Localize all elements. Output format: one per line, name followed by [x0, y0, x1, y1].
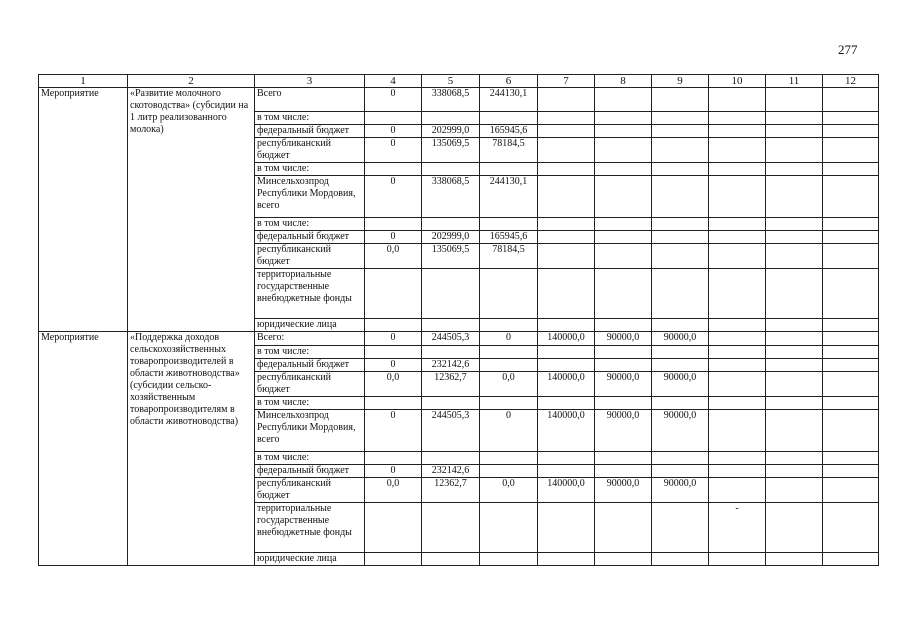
value-cell	[766, 112, 823, 125]
value-cell	[365, 397, 422, 410]
value-cell	[365, 553, 422, 566]
value-cell	[595, 176, 652, 218]
value-cell	[766, 332, 823, 346]
funding-source-cell: федеральный бюджет	[255, 125, 365, 138]
value-cell	[823, 244, 879, 269]
value-cell	[823, 231, 879, 244]
value-cell	[766, 503, 823, 553]
value-cell	[595, 138, 652, 163]
value-cell	[709, 138, 766, 163]
value-cell	[595, 269, 652, 319]
value-cell	[766, 176, 823, 218]
value-cell: 12362,7	[422, 478, 480, 503]
value-cell	[365, 452, 422, 465]
value-cell: 0,0	[480, 372, 538, 397]
funding-source-cell: в том числе:	[255, 397, 365, 410]
value-cell	[595, 244, 652, 269]
column-number: 4	[365, 75, 422, 88]
funding-source-cell: Минсельхозпрод Республики Мордовия, всего	[255, 176, 365, 218]
value-cell	[823, 269, 879, 319]
value-cell	[709, 88, 766, 112]
value-cell	[709, 332, 766, 346]
value-cell: 140000,0	[538, 478, 595, 503]
value-cell	[652, 359, 709, 372]
value-cell	[766, 397, 823, 410]
value-cell: 90000,0	[595, 478, 652, 503]
column-number: 5	[422, 75, 480, 88]
budget-table	[38, 74, 879, 566]
value-cell	[709, 372, 766, 397]
value-cell	[480, 553, 538, 566]
value-cell: 244130,1	[480, 88, 538, 112]
value-cell	[823, 553, 879, 566]
value-cell	[709, 397, 766, 410]
value-cell	[422, 112, 480, 125]
value-cell	[422, 163, 480, 176]
value-cell	[652, 465, 709, 478]
value-cell	[538, 88, 595, 112]
value-cell	[766, 410, 823, 452]
value-cell: 232142,6	[422, 465, 480, 478]
value-cell	[365, 346, 422, 359]
value-cell	[766, 346, 823, 359]
funding-source-cell: Всего:	[255, 332, 365, 346]
value-cell	[422, 503, 480, 553]
column-number: 6	[480, 75, 538, 88]
value-cell	[365, 503, 422, 553]
value-cell: 0	[365, 125, 422, 138]
value-cell	[823, 465, 879, 478]
value-cell	[652, 553, 709, 566]
value-cell	[480, 112, 538, 125]
value-cell: 165945,6	[480, 125, 538, 138]
value-cell	[766, 359, 823, 372]
value-cell	[538, 359, 595, 372]
value-cell	[709, 359, 766, 372]
value-cell	[823, 359, 879, 372]
measure-type-cell: Мероприятие	[39, 88, 128, 332]
value-cell	[595, 319, 652, 332]
value-cell	[365, 269, 422, 319]
value-cell: 135069,5	[422, 138, 480, 163]
value-cell: 135069,5	[422, 244, 480, 269]
value-cell: 0	[365, 138, 422, 163]
value-cell	[709, 269, 766, 319]
value-cell	[766, 138, 823, 163]
funding-source-cell: в том числе:	[255, 452, 365, 465]
value-cell: 78184,5	[480, 244, 538, 269]
value-cell	[823, 410, 879, 452]
value-cell	[652, 244, 709, 269]
value-cell	[480, 269, 538, 319]
value-cell: 0,0	[480, 478, 538, 503]
funding-source-cell: юридические лица	[255, 319, 365, 332]
value-cell	[365, 319, 422, 332]
value-cell	[365, 163, 422, 176]
value-cell: 202999,0	[422, 231, 480, 244]
value-cell: 244130,1	[480, 176, 538, 218]
value-cell: 0	[365, 332, 422, 346]
value-cell: 90000,0	[652, 332, 709, 346]
funding-source-cell: Минсельхозпрод Республики Мордовия, всего	[255, 410, 365, 452]
value-cell	[595, 163, 652, 176]
value-cell	[652, 138, 709, 163]
value-cell	[652, 163, 709, 176]
value-cell	[538, 138, 595, 163]
value-cell	[595, 112, 652, 125]
value-cell: 0	[365, 176, 422, 218]
column-number: 9	[652, 75, 709, 88]
measure-block-livestock	[39, 332, 879, 566]
value-cell: 0,0	[365, 244, 422, 269]
value-cell: 90000,0	[595, 410, 652, 452]
value-cell: 244505,3	[422, 332, 480, 346]
value-cell	[709, 410, 766, 452]
value-cell: 140000,0	[538, 372, 595, 397]
value-cell	[652, 112, 709, 125]
value-cell: 90000,0	[652, 372, 709, 397]
value-cell: 140000,0	[538, 410, 595, 452]
value-cell	[595, 88, 652, 112]
value-cell	[823, 125, 879, 138]
value-cell	[538, 218, 595, 231]
value-cell: 0	[365, 410, 422, 452]
value-cell: 0	[365, 359, 422, 372]
value-cell	[538, 319, 595, 332]
value-cell	[422, 553, 480, 566]
funding-source-cell: территориальные государственные внебюджетные фонды	[255, 269, 365, 319]
value-cell: 90000,0	[652, 478, 709, 503]
value-cell	[709, 231, 766, 244]
value-cell: 0,0	[365, 372, 422, 397]
value-cell	[652, 218, 709, 231]
value-cell: 165945,6	[480, 231, 538, 244]
value-cell	[652, 88, 709, 112]
funding-source-cell: в том числе:	[255, 346, 365, 359]
column-number: 2	[128, 75, 255, 88]
measure-name-cell: «Развитие молочного скотоводства» (субсидии на 1 литр реализованного молока)	[128, 88, 255, 332]
value-cell	[823, 163, 879, 176]
value-cell	[766, 452, 823, 465]
table-row	[39, 332, 879, 346]
value-cell	[766, 319, 823, 332]
value-cell	[652, 176, 709, 218]
column-number: 12	[823, 75, 879, 88]
value-cell: -	[709, 503, 766, 553]
value-cell	[595, 218, 652, 231]
value-cell	[766, 125, 823, 138]
funding-source-cell: республиканский бюджет	[255, 372, 365, 397]
funding-source-cell: Всего	[255, 88, 365, 112]
value-cell	[480, 503, 538, 553]
measure-block-milk	[39, 88, 879, 332]
value-cell: 0,0	[365, 478, 422, 503]
value-cell	[709, 478, 766, 503]
value-cell	[365, 112, 422, 125]
column-number: 8	[595, 75, 652, 88]
value-cell	[652, 452, 709, 465]
value-cell	[709, 112, 766, 125]
column-number: 3	[255, 75, 365, 88]
value-cell	[652, 346, 709, 359]
measure-name-cell: «Поддержка доходов сельскохозяйственных товаропроизводителей в области животноводства» (субсидии сельско-хозяйственным товаропроизводителям в области животноводства)	[128, 332, 255, 566]
value-cell	[652, 269, 709, 319]
column-number-row	[39, 75, 879, 88]
measure-type-cell: Мероприятие	[39, 332, 128, 566]
value-cell	[365, 218, 422, 231]
value-cell	[766, 163, 823, 176]
column-number: 1	[39, 75, 128, 88]
value-cell	[709, 465, 766, 478]
value-cell	[823, 346, 879, 359]
value-cell	[595, 346, 652, 359]
value-cell	[422, 218, 480, 231]
value-cell	[538, 125, 595, 138]
value-cell: 90000,0	[652, 410, 709, 452]
value-cell	[709, 346, 766, 359]
value-cell: 244505,3	[422, 410, 480, 452]
value-cell	[538, 231, 595, 244]
value-cell: 12362,7	[422, 372, 480, 397]
funding-source-cell: в том числе:	[255, 112, 365, 125]
value-cell	[709, 218, 766, 231]
value-cell	[709, 319, 766, 332]
value-cell	[480, 465, 538, 478]
value-cell	[823, 112, 879, 125]
value-cell	[422, 452, 480, 465]
value-cell	[595, 465, 652, 478]
value-cell	[538, 452, 595, 465]
value-cell	[823, 397, 879, 410]
value-cell	[480, 359, 538, 372]
value-cell	[652, 397, 709, 410]
funding-source-cell: в том числе:	[255, 163, 365, 176]
value-cell: 0	[365, 465, 422, 478]
value-cell	[538, 244, 595, 269]
value-cell	[538, 397, 595, 410]
value-cell	[823, 138, 879, 163]
value-cell	[709, 553, 766, 566]
value-cell	[823, 218, 879, 231]
value-cell	[652, 231, 709, 244]
value-cell	[480, 319, 538, 332]
value-cell	[823, 319, 879, 332]
value-cell	[766, 553, 823, 566]
value-cell	[595, 359, 652, 372]
value-cell	[823, 88, 879, 112]
value-cell	[652, 125, 709, 138]
value-cell	[652, 319, 709, 332]
value-cell: 232142,6	[422, 359, 480, 372]
value-cell	[422, 319, 480, 332]
value-cell: 338068,5	[422, 176, 480, 218]
value-cell: 202999,0	[422, 125, 480, 138]
value-cell	[709, 176, 766, 218]
value-cell	[538, 465, 595, 478]
value-cell	[538, 553, 595, 566]
value-cell	[538, 503, 595, 553]
value-cell	[595, 231, 652, 244]
value-cell	[595, 452, 652, 465]
value-cell	[766, 465, 823, 478]
value-cell	[422, 397, 480, 410]
value-cell	[823, 176, 879, 218]
value-cell: 0	[365, 231, 422, 244]
column-number: 11	[766, 75, 823, 88]
value-cell	[595, 553, 652, 566]
value-cell	[766, 244, 823, 269]
value-cell	[422, 346, 480, 359]
value-cell: 90000,0	[595, 372, 652, 397]
value-cell	[823, 503, 879, 553]
value-cell: 140000,0	[538, 332, 595, 346]
value-cell	[480, 397, 538, 410]
value-cell	[766, 88, 823, 112]
value-cell	[595, 503, 652, 553]
value-cell	[480, 163, 538, 176]
value-cell: 90000,0	[595, 332, 652, 346]
funding-source-cell: федеральный бюджет	[255, 359, 365, 372]
value-cell	[652, 503, 709, 553]
funding-source-cell: территориальные государственные внебюджетные фонды	[255, 503, 365, 553]
value-cell	[538, 269, 595, 319]
value-cell	[823, 372, 879, 397]
value-cell	[595, 125, 652, 138]
value-cell	[766, 231, 823, 244]
value-cell	[709, 244, 766, 269]
value-cell	[538, 176, 595, 218]
funding-source-cell: республиканский бюджет	[255, 244, 365, 269]
value-cell	[538, 163, 595, 176]
value-cell	[709, 163, 766, 176]
value-cell: 0	[365, 88, 422, 112]
value-cell	[709, 452, 766, 465]
value-cell	[595, 397, 652, 410]
value-cell	[422, 269, 480, 319]
column-number: 10	[709, 75, 766, 88]
funding-source-cell: республиканский бюджет	[255, 138, 365, 163]
funding-source-cell: федеральный бюджет	[255, 465, 365, 478]
value-cell	[480, 452, 538, 465]
value-cell	[480, 218, 538, 231]
value-cell	[766, 269, 823, 319]
value-cell	[766, 478, 823, 503]
value-cell	[538, 346, 595, 359]
value-cell	[480, 346, 538, 359]
value-cell	[766, 372, 823, 397]
value-cell	[823, 478, 879, 503]
funding-source-cell: юридические лица	[255, 553, 365, 566]
value-cell	[823, 332, 879, 346]
value-cell	[709, 125, 766, 138]
funding-source-cell: федеральный бюджет	[255, 231, 365, 244]
value-cell: 0	[480, 410, 538, 452]
table-row	[39, 88, 879, 112]
value-cell: 78184,5	[480, 138, 538, 163]
value-cell	[538, 112, 595, 125]
value-cell	[823, 452, 879, 465]
value-cell: 0	[480, 332, 538, 346]
column-number: 7	[538, 75, 595, 88]
page-number: 277	[838, 42, 858, 57]
value-cell	[766, 218, 823, 231]
value-cell: 338068,5	[422, 88, 480, 112]
funding-source-cell: республиканский бюджет	[255, 478, 365, 503]
funding-source-cell: в том числе:	[255, 218, 365, 231]
